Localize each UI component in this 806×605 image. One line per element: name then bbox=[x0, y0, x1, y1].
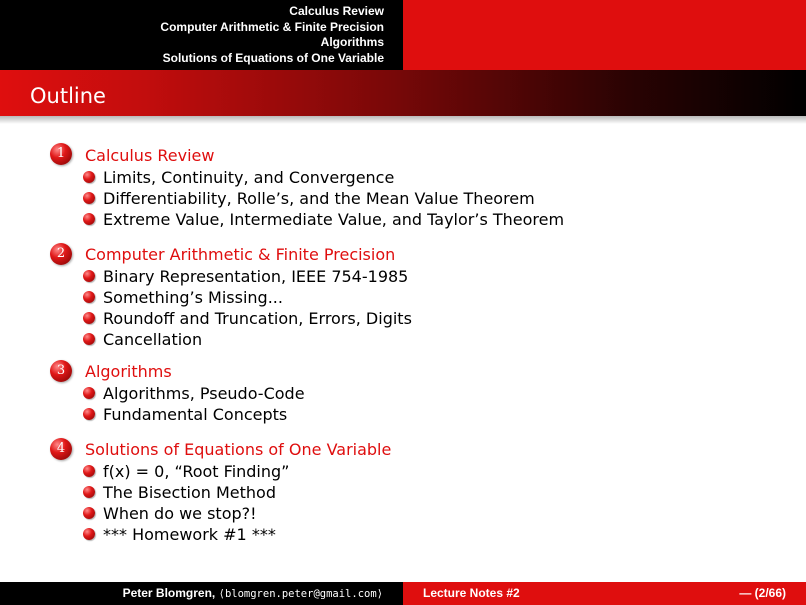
list-item[interactable] bbox=[83, 482, 276, 502]
list-item-label: Cancellation bbox=[103, 329, 203, 349]
section-title-algorithms[interactable]: Algorithms bbox=[85, 362, 172, 381]
bullet-ball-icon bbox=[83, 171, 95, 183]
bullet-ball-icon bbox=[83, 408, 95, 420]
nav-section-computer-arithmetic[interactable]: Computer Arithmetic & Finite Precision bbox=[160, 19, 384, 34]
list-item-label: Binary Representation, IEEE 754-1985 bbox=[103, 266, 409, 286]
list-item-label: Roundoff and Truncation, Errors, Digits bbox=[103, 308, 412, 328]
bullet-ball-icon bbox=[83, 486, 95, 498]
list-item-label: Limits, Continuity, and Convergence bbox=[103, 167, 395, 187]
bullet-ball-icon bbox=[83, 312, 95, 324]
frame-title: Outline bbox=[30, 84, 106, 108]
list-item[interactable] bbox=[83, 461, 289, 481]
footer-bar bbox=[0, 582, 806, 605]
footer-page-number: — (2/66) bbox=[739, 586, 786, 600]
list-item-label: *** Homework #1 *** bbox=[103, 524, 276, 544]
list-item[interactable] bbox=[83, 266, 408, 286]
section-number-badge: 1 bbox=[50, 143, 72, 165]
bullet-ball-icon bbox=[83, 387, 95, 399]
footer-lecture-block bbox=[403, 582, 806, 605]
nav-section-algorithms[interactable]: Algorithms bbox=[320, 35, 384, 49]
bullet-ball-icon bbox=[83, 465, 95, 477]
section-title-solutions-of-equations[interactable]: Solutions of Equations of One Variable bbox=[85, 440, 392, 459]
list-item[interactable] bbox=[83, 167, 394, 187]
list-item-label: Extreme Value, Intermediate Value, and Taylor’s Theorem bbox=[103, 209, 565, 229]
list-item[interactable] bbox=[83, 308, 412, 328]
footer-lecture-title: Lecture Notes #2 bbox=[423, 586, 520, 600]
list-item[interactable] bbox=[83, 188, 535, 208]
list-item-label: The Bisection Method bbox=[103, 482, 276, 502]
bullet-ball-icon bbox=[83, 507, 95, 519]
list-item-label: Differentiability, Rolle’s, and the Mean Value Theorem bbox=[103, 188, 535, 208]
section-title-calculus-review[interactable]: Calculus Review bbox=[85, 146, 215, 165]
section-number-badge: 3 bbox=[50, 360, 72, 382]
bullet-ball-icon bbox=[83, 528, 95, 540]
bullet-ball-icon bbox=[83, 291, 95, 303]
section-number-badge: 2 bbox=[50, 243, 72, 265]
list-item-label: Algorithms, Pseudo-Code bbox=[103, 383, 305, 403]
nav-section-solutions-of-equations[interactable]: Solutions of Equations of One Variable bbox=[162, 50, 384, 65]
list-item[interactable] bbox=[83, 287, 283, 307]
list-item[interactable] bbox=[83, 524, 276, 544]
bullet-ball-icon bbox=[83, 213, 95, 225]
section-title-computer-arithmetic[interactable]: Computer Arithmetic & Finite Precision bbox=[85, 245, 396, 264]
footer-author-name: Peter Blomgren, bbox=[122, 586, 216, 600]
list-item-label: Fundamental Concepts bbox=[103, 404, 288, 424]
section-number-badge: 4 bbox=[50, 438, 72, 460]
footer-author-line bbox=[123, 586, 383, 600]
list-item[interactable] bbox=[83, 404, 287, 424]
footer-author-block bbox=[0, 582, 403, 605]
bullet-ball-icon bbox=[83, 192, 95, 204]
footer-author-email[interactable]: ⟨blomgren.peter@gmail.com⟩ bbox=[218, 588, 383, 600]
nav-section-calculus-review[interactable]: Calculus Review bbox=[289, 4, 384, 18]
list-item-label: When do we stop?! bbox=[103, 503, 257, 523]
list-item[interactable] bbox=[83, 329, 202, 349]
list-item[interactable] bbox=[83, 383, 305, 403]
bullet-ball-icon bbox=[83, 270, 95, 282]
list-item-label: Something’s Missing... bbox=[103, 287, 283, 307]
list-item[interactable] bbox=[83, 503, 257, 523]
bullet-ball-icon bbox=[83, 333, 95, 345]
list-item-label: f(x) = 0, “Root Finding” bbox=[103, 461, 290, 481]
list-item[interactable] bbox=[83, 209, 564, 229]
